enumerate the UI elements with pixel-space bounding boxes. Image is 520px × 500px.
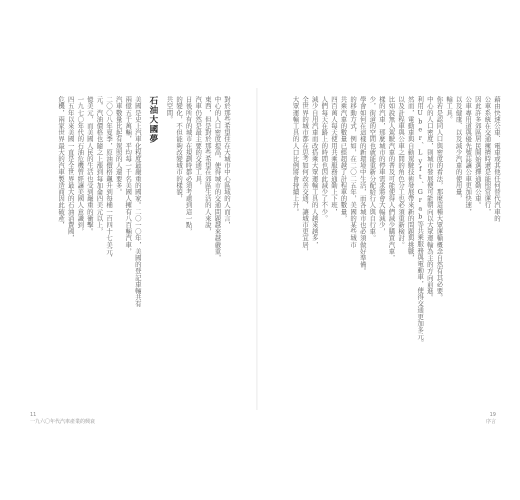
text-column: 大眾運輸工具的人口比例將會持續上升。 (291, 96, 300, 215)
text-column: 汽車數量比起有駕照的人還要多。 (114, 96, 123, 195)
page-folio-right: 19 序言 (485, 412, 496, 425)
text-column: 然而，電動車與自動駕駛技術發展帶來新的問題與挑戰， (406, 96, 415, 261)
text-column: 危機，兩家世界最大的汽車製造商因此破產， (57, 96, 66, 228)
text-column: 四五年以來美國一直是全世界最大的石油消費國， (66, 96, 75, 242)
text-column: 東西，但是對於那些希望在郊區生活的人來說， (203, 96, 212, 235)
text-column: 共空間。 (165, 96, 174, 123)
text-column: 四百萬人每天使用共乘服務通勤上下班， (329, 96, 338, 215)
text-column: 減少自用汽車而改搭乘大眾運輸工具的人越來越多， (310, 96, 319, 248)
section-heading: 石油大國夢 (147, 96, 158, 144)
text-column: 億美元，而美國人民的生活也受到嚴重的衝擊。 (85, 96, 94, 235)
text-column: 以及健康、以及減少汽車的使用量， (454, 96, 463, 202)
text-column: 比如說無人駕駛汽車的普及可能使得人們減少購買汽車， (387, 96, 396, 261)
text-column: 因此許多郊區居民開始選擇通勤公車。 (473, 96, 482, 209)
text-column: 你若是認同人口與密度的看法，那麼這種大眾運輸概念自然有其必要。 (435, 96, 444, 301)
text-column: 兩億五千萬輛，平均每一千名美國人擁有八百輛汽車， (124, 96, 133, 255)
text-column: 少，街道的空間也就能重新分配給行人與自行車。 (368, 96, 377, 242)
text-column: 的變化，不但能夠改變城市的樣貌， (175, 96, 184, 202)
text-column: 全世界的城市都在思考如何改善交通，讓城市更宜居， (301, 96, 310, 255)
text-column: 利用Uber、Lyft、Grab等共乘服務與電動車，使得交通更加多元。 (416, 96, 425, 347)
text-column: 公車專用道與優先號誌讓公車更加快速， (464, 96, 473, 215)
text-column: 日後所有的城市在規劃時都必須考慮到這一點， (184, 96, 193, 235)
text-column: 輸工具。 (445, 96, 454, 123)
text-column: 以及計程車與公車之間的角色分工也必須重新檢討。 (397, 96, 406, 248)
text-column: 元，汽油價格也隨之上漲到每加侖四美元以上， (95, 96, 104, 235)
text-column: 共乘汽車的數量已經超越了計程車的數量， (339, 96, 348, 222)
text-column: 對於那些希望住在大城市中心區域的人而言， (223, 96, 231, 228)
text-column: 人們每天在路上的時間也因此減少了不少。 (320, 96, 329, 222)
text-column: 一九七〇年代的石油危機曾經讓美國人意識到， (76, 96, 85, 235)
text-column: 美國是史上汽車化程度最嚴重的國家。二〇一〇年，美國的登記車輛共有 (133, 96, 142, 308)
text-column: 公車系統在交通擁擠時還是能照常運行， (483, 96, 492, 215)
text-column: 二〇〇八年夏季，原油價格飆升到每桶一百四十七美元， (105, 96, 114, 261)
text-column: 樣的汽車，那麼城市的停車需求將會大幅減少， (377, 96, 386, 235)
left-page (16, 96, 230, 392)
text-column: 中心的人口密度提高，使得城市的交通問題越來越嚴重， (213, 96, 222, 261)
right-page (286, 96, 500, 392)
text-column: 學會如何在這樣的新環境中生活，而各城市也必須做好準備。 (358, 96, 367, 275)
text-column: 汽車仍然是最主要的交通工具， (194, 96, 203, 189)
page-gutter (256, 88, 258, 410)
page-folio-left: 11 一九六〇年代汽車產業的興衰 (30, 412, 96, 425)
text-column: 中心的人口密度，則城市發展便可能朝向以大眾運輸為主的方向前進。 (425, 96, 434, 301)
text-column: 的移動方式，例如，在二〇二五年，美國的某些城市 (349, 96, 358, 248)
text-column: 藉由快速公車、電車或其他任何替代汽車的 (493, 96, 501, 222)
